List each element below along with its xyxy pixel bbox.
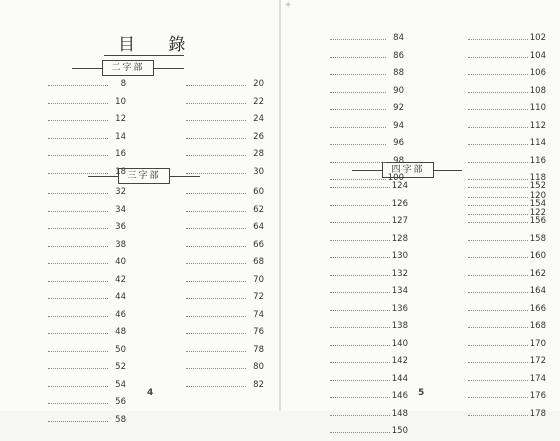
toc-leader-dots xyxy=(186,316,246,317)
toc-leader-dots xyxy=(186,193,246,194)
toc-leader-dots xyxy=(330,415,390,416)
toc-entry-page: 46 xyxy=(115,309,126,320)
toc-entry-page: 150 xyxy=(391,426,408,436)
toc-entry-page: 176 xyxy=(529,391,546,401)
toc-entry xyxy=(14,146,126,164)
toc-entry xyxy=(152,254,264,272)
toc-leader-dots xyxy=(186,85,246,86)
toc-entry xyxy=(296,266,408,284)
toc-entry xyxy=(296,83,404,101)
toc-leader-dots xyxy=(186,281,246,282)
toc-entry xyxy=(14,184,126,202)
toc-column-three-right xyxy=(152,184,264,394)
toc-entry xyxy=(434,266,546,284)
toc-leader-dots xyxy=(468,205,528,206)
toc-entry-page: 178 xyxy=(529,408,546,419)
toc-entry-page: 24 xyxy=(253,114,264,124)
toc-leader-dots xyxy=(186,211,246,212)
toc-entry xyxy=(434,283,546,301)
toc-leader-dots xyxy=(186,263,246,264)
toc-entry-page: 34 xyxy=(115,204,126,215)
toc-leader-dots xyxy=(186,228,246,229)
toc-column-two-right xyxy=(152,76,264,181)
toc-leader-dots xyxy=(330,345,390,346)
toc-entry xyxy=(296,48,404,66)
toc-entry-page: 166 xyxy=(529,303,546,314)
toc-entry xyxy=(296,231,408,249)
toc-leader-dots xyxy=(48,85,108,86)
toc-entry-page: 92 xyxy=(393,103,404,113)
toc-leader-dots xyxy=(186,246,246,247)
toc-entry-page: 162 xyxy=(529,268,546,279)
toc-entry xyxy=(14,129,126,147)
title-underline xyxy=(104,55,184,56)
toc-entry xyxy=(14,272,126,290)
toc-leader-dots xyxy=(468,362,528,363)
toc-entry-page: 56 xyxy=(115,397,126,407)
toc-entry-page: 22 xyxy=(253,96,264,107)
toc-leader-dots xyxy=(330,240,390,241)
toc-leader-dots xyxy=(330,362,390,363)
toc-leader-dots xyxy=(186,386,246,387)
toc-leader-dots xyxy=(330,127,386,128)
toc-entry xyxy=(14,219,126,237)
toc-entry-page: 108 xyxy=(529,85,546,96)
toc-entry xyxy=(434,336,546,354)
book-gutter xyxy=(279,0,281,411)
toc-leader-dots xyxy=(186,333,246,334)
toc-entry-page: 72 xyxy=(253,292,264,302)
toc-entry-page: 142 xyxy=(391,356,408,366)
toc-entry-page: 112 xyxy=(529,120,546,131)
toc-leader-dots xyxy=(468,92,528,93)
toc-entry xyxy=(434,388,546,406)
toc-entry-page: 127 xyxy=(391,216,408,226)
toc-entry xyxy=(434,371,546,389)
toc-entry-page: 144 xyxy=(391,373,408,384)
page-number-left: 4 xyxy=(147,388,154,398)
toc-entry xyxy=(296,371,408,389)
toc-entry xyxy=(296,283,408,301)
toc-leader-dots xyxy=(330,205,390,206)
toc-entry-page: 116 xyxy=(529,155,546,166)
toc-entry-page: 140 xyxy=(391,338,408,349)
toc-entry-page: 52 xyxy=(115,362,126,372)
toc-entry xyxy=(434,231,546,249)
toc-entry xyxy=(14,111,126,129)
toc-leader-dots xyxy=(468,187,528,188)
toc-leader-dots xyxy=(186,138,246,139)
toc-leader-dots xyxy=(48,173,108,174)
toc-leader-dots xyxy=(468,57,528,58)
toc-leader-dots xyxy=(48,351,108,352)
toc-leader-dots xyxy=(330,380,390,381)
toc-entry xyxy=(152,377,264,395)
toc-entry xyxy=(152,272,264,290)
toc-entry xyxy=(434,406,546,424)
toc-entry-page: 78 xyxy=(253,344,264,355)
toc-leader-dots xyxy=(48,421,108,422)
toc-entry-page: 96 xyxy=(393,138,404,148)
toc-column-continued-left xyxy=(296,30,404,188)
toc-entry xyxy=(14,164,126,182)
toc-entry-page: 136 xyxy=(391,303,408,314)
toc-entry xyxy=(296,336,408,354)
toc-leader-dots xyxy=(186,120,246,121)
toc-entry-page: 38 xyxy=(115,239,126,250)
toc-entry xyxy=(14,76,126,94)
toc-entry-page: 86 xyxy=(393,50,404,61)
toc-entry-page: 110 xyxy=(529,103,546,113)
toc-entry xyxy=(296,423,408,441)
toc-entry-page: 40 xyxy=(115,257,126,267)
toc-leader-dots xyxy=(468,327,528,328)
toc-entry xyxy=(434,118,546,136)
toc-leader-dots xyxy=(48,211,108,212)
toc-entry xyxy=(296,135,404,153)
toc-leader-dots xyxy=(48,246,108,247)
toc-entry-page: 54 xyxy=(115,379,126,390)
toc-entry xyxy=(434,135,546,153)
toc-leader-dots xyxy=(48,316,108,317)
toc-entry-page: 10 xyxy=(115,96,126,107)
toc-entry xyxy=(296,406,408,424)
toc-entry-page: 158 xyxy=(529,233,546,244)
toc-leader-dots xyxy=(48,103,108,104)
toc-entry xyxy=(434,48,546,66)
toc-entry xyxy=(152,164,264,182)
toc-entry-page: 148 xyxy=(391,408,408,419)
toc-entry xyxy=(14,307,126,325)
toc-entry xyxy=(296,30,404,48)
toc-entry-page: 126 xyxy=(391,198,408,209)
toc-entry xyxy=(14,254,126,272)
toc-leader-dots xyxy=(330,310,390,311)
toc-entry-page: 74 xyxy=(253,309,264,320)
toc-entry xyxy=(296,153,404,171)
toc-entry-page: 122 xyxy=(529,208,546,218)
toc-entry xyxy=(296,196,408,214)
toc-entry xyxy=(434,318,546,336)
toc-leader-dots xyxy=(186,155,246,156)
toc-entry-page: 14 xyxy=(115,131,126,142)
section-four-label: 四字部 xyxy=(382,162,434,178)
toc-entry xyxy=(434,196,546,214)
toc-entry-page: 172 xyxy=(529,356,546,366)
toc-leader-dots xyxy=(330,257,390,258)
toc-entry xyxy=(152,94,264,112)
toc-entry-page: 66 xyxy=(253,239,264,250)
section-two-label: 二字部 xyxy=(102,60,154,76)
toc-leader-dots xyxy=(330,327,390,328)
toc-leader-dots xyxy=(330,74,386,75)
toc-leader-dots xyxy=(468,257,528,258)
toc-entry xyxy=(296,301,408,319)
toc-entry xyxy=(296,213,408,231)
toc-entry xyxy=(14,412,126,430)
toc-entry-page: 16 xyxy=(115,149,126,159)
toc-leader-dots xyxy=(330,162,386,163)
toc-entry-page: 8 xyxy=(120,79,126,89)
toc-entry-page: 30 xyxy=(253,166,264,177)
toc-entry xyxy=(296,100,404,118)
toc-entry-page: 104 xyxy=(529,50,546,61)
toc-entry xyxy=(152,129,264,147)
toc-entry xyxy=(14,94,126,112)
toc-leader-dots xyxy=(330,92,386,93)
toc-entry-page: 60 xyxy=(253,187,264,197)
toc-entry xyxy=(152,146,264,164)
toc-leader-dots xyxy=(330,275,390,276)
toc-entry xyxy=(152,184,264,202)
toc-entry xyxy=(152,307,264,325)
toc-entry-page: 132 xyxy=(391,268,408,279)
toc-entry xyxy=(152,76,264,94)
toc-entry-page: 26 xyxy=(253,131,264,142)
toc-entry-page: 20 xyxy=(253,79,264,89)
toc-entry xyxy=(14,342,126,360)
toc-entry xyxy=(434,353,546,371)
toc-leader-dots xyxy=(330,39,386,40)
toc-entry-page: 70 xyxy=(253,274,264,285)
section-two-header xyxy=(72,60,184,76)
toc-entry-page: 28 xyxy=(253,149,264,159)
toc-entry xyxy=(434,65,546,83)
toc-entry xyxy=(14,324,126,342)
toc-leader-dots xyxy=(468,380,528,381)
toc-column-two-left xyxy=(14,76,126,181)
toc-entry-page: 50 xyxy=(115,344,126,355)
toc-leader-dots xyxy=(468,292,528,293)
toc-entry-page: 106 xyxy=(529,68,546,78)
toc-entry-page: 160 xyxy=(529,251,546,261)
toc-leader-dots xyxy=(48,120,108,121)
toc-entry xyxy=(152,342,264,360)
toc-leader-dots xyxy=(48,403,108,404)
toc-leader-dots xyxy=(468,275,528,276)
toc-entry xyxy=(152,237,264,255)
toc-leader-dots xyxy=(186,103,246,104)
toc-leader-dots xyxy=(48,228,108,229)
toc-entry-page: 164 xyxy=(529,286,546,296)
toc-entry xyxy=(152,359,264,377)
toc-entry-page: 68 xyxy=(253,257,264,267)
toc-entry-page: 124 xyxy=(391,181,408,191)
toc-entry xyxy=(14,202,126,220)
toc-leader-dots xyxy=(468,127,528,128)
toc-entry xyxy=(14,237,126,255)
toc-leader-dots xyxy=(186,173,246,174)
toc-leader-dots xyxy=(48,281,108,282)
toc-entry xyxy=(14,394,126,412)
toc-leader-dots xyxy=(186,368,246,369)
toc-leader-dots xyxy=(468,109,528,110)
toc-leader-dots xyxy=(48,298,108,299)
toc-leader-dots xyxy=(330,144,386,145)
scan-mark-icon: ✦ xyxy=(284,0,293,11)
toc-entry xyxy=(296,353,408,371)
toc-entry-page: 32 xyxy=(115,187,126,197)
toc-entry-page: 76 xyxy=(253,327,264,337)
toc-entry xyxy=(152,219,264,237)
toc-leader-dots xyxy=(330,397,390,398)
toc-entry-page: 174 xyxy=(529,373,546,384)
toc-entry-page: 98 xyxy=(393,155,404,166)
toc-leader-dots xyxy=(468,222,528,223)
toc-entry-page: 82 xyxy=(253,379,264,390)
toc-entry-page: 12 xyxy=(115,114,126,124)
toc-entry xyxy=(434,153,546,171)
section-three-label: 三字部 xyxy=(118,168,170,184)
toc-entry xyxy=(152,324,264,342)
toc-entry-page: 120 xyxy=(529,190,546,201)
toc-entry-page: 130 xyxy=(391,251,408,261)
toc-entry xyxy=(14,289,126,307)
toc-leader-dots xyxy=(468,240,528,241)
toc-entry-page: 134 xyxy=(391,286,408,296)
toc-entry-page: 100 xyxy=(387,173,404,183)
toc-leader-dots xyxy=(330,109,386,110)
toc-leader-dots xyxy=(330,292,390,293)
toc-entry xyxy=(152,202,264,220)
toc-leader-dots xyxy=(48,155,108,156)
toc-entry-page: 48 xyxy=(115,327,126,337)
toc-leader-dots xyxy=(468,310,528,311)
toc-entry-page: 128 xyxy=(391,233,408,244)
toc-leader-dots xyxy=(186,298,246,299)
toc-entry xyxy=(434,213,546,231)
toc-entry-page: 114 xyxy=(529,138,546,148)
toc-entry xyxy=(296,178,408,196)
toc-column-four-right xyxy=(434,178,546,423)
toc-leader-dots xyxy=(48,263,108,264)
toc-entry-page: 152 xyxy=(529,181,546,191)
toc-entry-page: 154 xyxy=(529,198,546,209)
toc-entry xyxy=(296,248,408,266)
toc-leader-dots xyxy=(468,74,528,75)
toc-leader-dots xyxy=(468,397,528,398)
toc-entry-page: 170 xyxy=(529,338,546,349)
page-number-right: 5 xyxy=(418,388,425,398)
toc-entry xyxy=(296,118,404,136)
toc-entry xyxy=(434,178,546,196)
toc-entry-page: 58 xyxy=(115,414,126,425)
toc-leader-dots xyxy=(468,345,528,346)
toc-entry xyxy=(152,111,264,129)
toc-entry xyxy=(14,359,126,377)
toc-leader-dots xyxy=(330,57,386,58)
toc-entry-page: 18 xyxy=(115,166,126,177)
toc-entry-page: 90 xyxy=(393,85,404,96)
toc-entry-page: 146 xyxy=(391,391,408,401)
toc-entry-page: 62 xyxy=(253,204,264,215)
toc-entry-page: 42 xyxy=(115,274,126,285)
toc-leader-dots xyxy=(468,162,528,163)
toc-leader-dots xyxy=(468,144,528,145)
toc-entry-page: 64 xyxy=(253,222,264,232)
toc-entry-page: 44 xyxy=(115,292,126,302)
toc-entry-page: 138 xyxy=(391,321,408,331)
toc-leader-dots xyxy=(468,415,528,416)
toc-entry-page: 94 xyxy=(393,120,404,131)
toc-entry xyxy=(14,377,126,395)
toc-entry xyxy=(434,30,546,48)
toc-entry xyxy=(296,65,404,83)
toc-entry-page: 84 xyxy=(393,33,404,43)
toc-leader-dots xyxy=(48,368,108,369)
toc-leader-dots xyxy=(48,138,108,139)
toc-leader-dots xyxy=(330,222,390,223)
toc-entry-page: 36 xyxy=(115,222,126,232)
toc-leader-dots xyxy=(48,333,108,334)
toc-leader-dots xyxy=(48,193,108,194)
toc-entry-page: 80 xyxy=(253,362,264,372)
toc-entry-page: 88 xyxy=(393,68,404,78)
toc-leader-dots xyxy=(468,39,528,40)
toc-entry xyxy=(434,301,546,319)
toc-entry xyxy=(296,318,408,336)
toc-leader-dots xyxy=(186,351,246,352)
toc-column-three-left xyxy=(14,184,126,429)
toc-entry xyxy=(296,388,408,406)
toc-leader-dots xyxy=(330,187,390,188)
toc-entry xyxy=(434,100,546,118)
toc-entry-page: 118 xyxy=(529,173,546,183)
toc-leader-dots xyxy=(48,386,108,387)
toc-leader-dots xyxy=(330,432,390,433)
toc-column-four-left xyxy=(296,178,408,441)
page-title: 目 錄 xyxy=(118,35,200,55)
toc-entry-page: 168 xyxy=(529,321,546,331)
toc-entry-page: 156 xyxy=(529,216,546,226)
toc-entry-page: 102 xyxy=(529,33,546,43)
toc-entry xyxy=(434,248,546,266)
toc-entry xyxy=(434,83,546,101)
toc-entry xyxy=(152,289,264,307)
